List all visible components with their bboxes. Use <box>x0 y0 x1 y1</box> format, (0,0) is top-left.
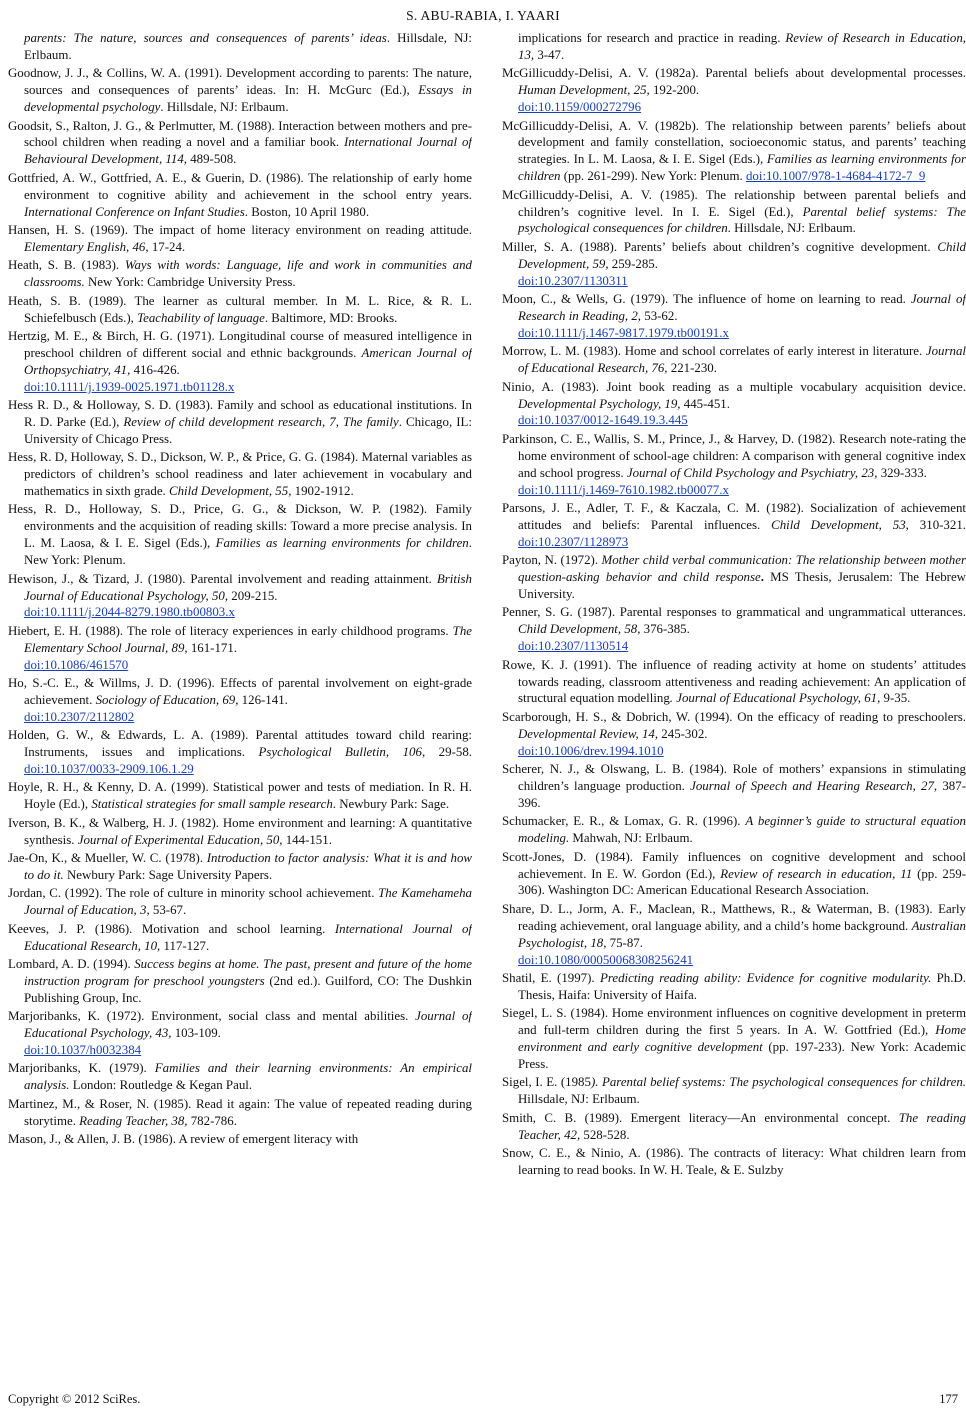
reference-entry <box>8 118 472 169</box>
doi-link[interactable]: doi:10.2307/1128973 <box>518 534 629 549</box>
reference-entry <box>502 709 966 760</box>
doi-link[interactable]: doi:10.1086/461570 <box>24 657 129 672</box>
running-head: S. ABU-RABIA, I. YAARI <box>406 8 560 23</box>
italic-text: International Journal of Educational Research, 10, <box>24 921 472 953</box>
reference-entry <box>502 379 966 430</box>
reference-text: 17-24. <box>148 239 186 254</box>
reference-entry <box>502 343 966 377</box>
reference-text: Hertzig, M. E., & Birch, H. G. (1971). Longitudinal course of measured intelligence in preschool children of different social and ethnic backgrounds. <box>8 328 472 360</box>
reference-text: Ph.D. Thesis, Haifa: University of Haifa. <box>518 970 966 1002</box>
reference-text: MS Thesis, Jerusalem: The Hebrew University. <box>518 570 966 601</box>
reference-entry <box>502 118 966 186</box>
reference-text: Jordan, C. (1992). The role of culture in minority school achievement. <box>8 886 379 901</box>
reference-text: 103-109. <box>171 1026 221 1041</box>
reference-entry <box>502 431 966 499</box>
reference-entry <box>502 291 966 342</box>
italic-text: The Elementary School Journal, 89, <box>24 623 472 655</box>
reference-entry <box>502 970 966 1004</box>
reference-text: McGillicuddy-Delisi, A. V. (1982a). Parental beliefs about developmental processes. <box>502 66 966 81</box>
reference-text: Smith, C. B. (1989). Emergent literacy—An environmental concept. <box>502 1110 899 1125</box>
doi-line <box>518 412 966 429</box>
reference-entry <box>502 30 966 64</box>
italic-text: Review of Research in Education, 13, <box>518 31 966 62</box>
reference-text: Scherer, N. J., & Olswang, L. B. (1984). Role of mothers’ expansions in stimulating children’s language production. <box>502 762 966 793</box>
italic-text: Journal of Speech and Hearing Research, 27, <box>690 778 938 793</box>
italic-text: Families as learning environments for children <box>518 152 966 184</box>
reference-text: Lombard, A. D. (1994). <box>8 957 135 972</box>
reference-text: 75-87. <box>606 935 643 950</box>
reference-text: 221-230. <box>667 361 717 376</box>
reference-entry <box>502 849 966 900</box>
reference-text: Moon, C., & Wells, G. (1979). The influence of home on learning to read. <box>502 292 911 307</box>
reference-text: 329-333. <box>877 465 927 480</box>
reference-text: Heath, S. B. (1983). <box>8 258 125 273</box>
italic-text: Statistical strategies for small sample research <box>91 797 333 812</box>
italic-text: A beginner’s guide to structural equation modeling. <box>518 814 966 846</box>
references-column-left <box>8 30 472 1374</box>
italic-text: Families and their learning environments: An empirical analysis. <box>24 1061 472 1093</box>
italic-text: Child Development, 53, <box>771 517 909 532</box>
reference-entry <box>8 449 472 500</box>
doi-link[interactable]: doi:10.1111/j.2044-8279.1980.tb00803.x <box>24 605 235 620</box>
reference-text: . Baltimore, MD: Brooks. <box>264 310 398 325</box>
reference-entry <box>8 1060 472 1094</box>
reference-text: Share, D. L., Jorm, A. F., Maclean, R., Matthews, R., & Waterman, B. (1983). Early reading achievement, oral language ability, and a child’s home background. <box>502 901 966 933</box>
reference-text: 3-47. <box>534 47 565 62</box>
reference-text: Goodsit, S., Ralton, J. G., & Perlmutter, M. (1988). Interaction between mothers and pre-school children when reading a novel and a familiar book. <box>8 118 472 150</box>
copyright-notice: Copyright © 2012 SciRes. <box>8 1392 141 1406</box>
reference-entry <box>8 397 472 448</box>
reference-text: Penner, S. G. (1987). Parental responses to grammatical and ungrammatical utterances. <box>502 605 966 620</box>
reference-text: 117-127. <box>160 938 210 953</box>
reference-entry <box>8 1131 472 1148</box>
reference-text: 192-200. <box>649 83 700 98</box>
italic-text: Success begins at home. The past, present and future of the home instruction program for preschool youngsters <box>24 957 472 988</box>
reference-text: 53-62. <box>641 309 678 323</box>
reference-text: Martinez, M., & Roser, N. (1985). Read it again: The value of repeated reading during storytime. <box>8 1096 472 1128</box>
reference-text: Keeves, J. P. (1986). Motivation and school learning. <box>8 921 335 936</box>
italic-text: Psychological Bulletin, 106, <box>258 745 426 760</box>
italic-text: Child Development, 55, <box>168 484 292 499</box>
doi-link[interactable]: doi:10.1037/0012-1649.19.3.445 <box>518 413 688 428</box>
reference-entry <box>502 187 966 238</box>
italic-text: parents: The nature, sources and consequences of parents’ ideas <box>24 31 387 45</box>
italic-text: The reading Teacher, 42, <box>518 1110 966 1142</box>
italic-text: Sociology of Education, 69, <box>95 692 239 707</box>
reference-entry <box>8 501 472 569</box>
reference-text: London: Routledge & Kegan Paul. <box>69 1078 253 1093</box>
italic-text: Ways with words: Language, life and work in communities and classrooms. <box>24 258 472 290</box>
italic-text: Review of child development research, 7, The family <box>123 414 399 429</box>
reference-text: Hess R. D., & Holloway, S. D. (1983). Family and school as educational institutions. In R. D. Parke (Ed.), <box>8 398 472 429</box>
reference-entry <box>502 1145 966 1179</box>
reference-text: Schumacker, E. R., & Lomax, G. R. (1996). <box>502 814 746 829</box>
reference-text: Hillsdale, NJ: Erlbaum. <box>518 1092 640 1107</box>
doi-line <box>24 657 472 674</box>
reference-text: 310-321. <box>908 517 966 532</box>
doi-link[interactable]: doi:10.1159/000272796 <box>518 100 642 115</box>
reference-entry <box>8 850 472 884</box>
reference-entry <box>8 571 472 622</box>
italic-text: Home environment and early cognitive development <box>518 1023 966 1055</box>
doi-link[interactable]: doi:10.2307/2112802 <box>24 709 135 724</box>
doi-line <box>24 1042 472 1059</box>
reference-text: 209-215. <box>228 588 278 603</box>
reference-text: . Chicago, IL: University of Chicago Press. <box>24 414 472 446</box>
italic-text: Journal of Research in Reading, 2, <box>518 292 966 323</box>
reference-text: (pp. 197-233). New York: Academic Press. <box>518 1040 966 1071</box>
reference-text: . Hillsdale, NJ: Erlbaum. <box>24 31 472 62</box>
doi-link[interactable]: doi:10.1037/h0032384 <box>24 1043 142 1058</box>
reference-text: Parsons, J. E., Adler, T. F., & Kaczala, C. M. (1982). Socialization of achievement attitudes and beliefs: Parental influences. <box>502 500 966 532</box>
reference-text: 259-285. <box>608 256 658 271</box>
page-footer <box>8 1392 958 1410</box>
reference-text: Mahwah, NJ: Erlbaum. <box>569 831 693 846</box>
doi-link[interactable]: doi:10.1111/j.1939-0025.1971.tb01128.x <box>24 379 235 394</box>
reference-text: Hansen, H. S. (1969). The impact of home literacy environment on reading attitude. <box>8 222 472 237</box>
reference-entry <box>8 222 472 256</box>
reference-entry <box>8 956 472 1007</box>
reference-entry <box>8 675 472 726</box>
reference-entry <box>502 1110 966 1144</box>
italic-text: Australian Psychologist, 18, <box>518 918 966 950</box>
doi-line <box>24 709 472 726</box>
reference-entry <box>8 328 472 396</box>
reference-text: Newbury Park: Sage University Papers. <box>63 868 273 882</box>
reference-text: (pp. 259-306). Washington DC: American Educational Research Association. <box>518 866 966 898</box>
reference-entry <box>8 921 472 955</box>
reference-entry <box>502 604 966 655</box>
doi-line <box>24 379 472 396</box>
reference-entry <box>8 170 472 221</box>
reference-text: Sigel, I. E. (1985 <box>502 1075 591 1090</box>
reference-text: Holden, G. W., & Edwards, L. A. (1989). Parental attitudes toward child rearing: Instruments, issues and implications. <box>8 728 472 760</box>
italic-text: Predicting reading ability: Evidence for cognitive modularity. <box>599 970 932 985</box>
reference-entry <box>502 1074 966 1108</box>
doi-line <box>518 99 966 116</box>
reference-text: 126-141. <box>238 692 288 707</box>
reference-text: Mason, J., & Allen, J. B. (1986). A review of emergent literacy with <box>8 1132 359 1147</box>
italic-text: Developmental Psychology, 19, <box>518 396 681 411</box>
italic-text: Journal of Child Psychology and Psychiatry, 23, <box>626 465 878 480</box>
reference-text: 1902-1912. <box>291 484 354 499</box>
italic-text: Essays in developmental psychology <box>24 83 472 115</box>
reference-entry <box>8 65 472 116</box>
reference-entry <box>8 293 472 327</box>
reference-entry <box>8 30 472 64</box>
doi-line <box>518 638 966 655</box>
italic-text: Parental belief systems: The psychological consequences for children <box>518 204 966 236</box>
italic-text: American Journal of Orthopsychiatry, 41, <box>24 345 472 377</box>
reference-entry <box>502 813 966 847</box>
doi-line <box>24 604 472 621</box>
doi-line <box>518 482 966 499</box>
doi-link[interactable]: doi:10.1111/j.1469-7610.1982.tb00077.x <box>518 482 729 497</box>
reference-text: 245-302. <box>658 726 708 741</box>
reference-text: McGillicuddy-Delisi, A. V. (1982b). The relationship between parents’ beliefs about development and family constellation, socioeconomic status, and parents’ teaching strategies. In L. M. Laosa, & I. E. Sigel (Eds.), <box>502 118 966 167</box>
reference-entry <box>8 885 472 919</box>
reference-entry <box>8 1008 472 1059</box>
reference-text: Hess, R. D., Holloway, S. D., Price, G. G., & Dickson, W. P. (1982). Family environments and the acquisition of reading skills: Toward a more precise analysis. In L. M. Laosa, & I. E. Sigel (Eds.), <box>8 502 472 551</box>
reference-entry <box>502 901 966 969</box>
reference-text: 528-528. <box>580 1127 630 1142</box>
reference-entry <box>502 500 966 551</box>
reference-text: 9-35. <box>880 691 911 706</box>
reference-text: Hiebert, E. H. (1988). The role of literacy experiences in early childhood programs. <box>8 623 453 638</box>
italic-text: Mother child verbal communication: The relationship between mother question-asking behavior and child response <box>518 553 966 585</box>
reference-text: Scott-Jones, D. (1984). Family influences on cognitive development and school achievement. In E. W. Gordon (Ed.), <box>502 849 966 881</box>
reference-entry <box>8 779 472 813</box>
italic-text: Teachability of language <box>137 310 265 325</box>
reference-text: 376-385. <box>640 622 690 637</box>
reference-text: 29-58. <box>425 745 472 760</box>
doi-line <box>518 743 966 760</box>
reference-text: . Boston, 10 April 1980. <box>244 204 370 219</box>
reference-entry <box>502 1005 966 1073</box>
reference-entry <box>8 623 472 674</box>
reference-text: Goodnow, J. J., & Collins, W. A. (1991). Development according to parents: The nature, sources and consequences of parents’ ideas. In: H. McGurc (Ed.), <box>8 66 472 98</box>
reference-text: . Hillsdale, NJ: Erlbaum. <box>727 221 856 236</box>
reference-entry <box>8 257 472 291</box>
doi-link[interactable]: doi:10.1111/j.1467-9817.1979.tb00191.x <box>518 325 729 340</box>
reference-text: (2nd ed.). Guilford, CO: The Dushkin Publishing Group, Inc. <box>24 973 472 1005</box>
italic-text: . Journal of Educational Psychology, 61, <box>669 691 881 706</box>
reference-text: Ninio, A. (1983). Joint book reading as a multiple vocabulary acquisition device. <box>502 379 966 394</box>
reference-text: 489-508. <box>187 152 237 167</box>
reference-text: 416-426. <box>130 362 180 377</box>
italic-text: ). Parental belief systems: The psychological consequences for children. <box>590 1075 966 1090</box>
reference-text: 161-171. <box>187 640 238 655</box>
italic-text: Elementary English, 46, <box>24 239 149 254</box>
reference-text: 144-151. <box>282 832 332 847</box>
reference-text: Heath, S. B. (1989). The learner as cultural member. In M. L. Rice, & R. L. Schiefelbusch (Eds.), <box>8 293 472 325</box>
page-number: 177 <box>939 1392 958 1406</box>
doi-link[interactable]: doi:10.2307/1130514 <box>518 639 629 654</box>
doi-line <box>518 952 966 969</box>
reference-text: Hewison, J., & Tizard, J. (1980). Parental involvement and reading attainment. <box>8 571 437 586</box>
reference-text: Marjoribanks, K. (1979). <box>8 1061 155 1076</box>
reference-text: Gottfried, A. W., Gottfried, A. E., & Guerin, D. (1986). The relationship of early home environment to cognitive ability and achievement in the school entry years. <box>8 170 472 202</box>
italic-text: Review of research in education, 11 <box>720 866 913 881</box>
reference-text: Payton, N. (1972). <box>502 553 602 568</box>
reference-entry <box>502 761 966 812</box>
doi-link[interactable]: doi:10.1080/00050068308256241 <box>518 952 694 967</box>
reference-entry <box>502 239 966 290</box>
doi-link[interactable]: doi:10.1037/0033-2909.106.1.29 <box>24 762 194 777</box>
reference-text: . Newbury Park: Sage. <box>332 797 450 812</box>
reference-text: 387-396. <box>518 778 966 810</box>
reference-text: Jae-On, K., & Mueller, W. C. (1978). <box>8 851 207 866</box>
reference-text: Hess, R. D, Holloway, S. D., Dickson, W. P., & Price, G. G. (1984). Maternal variables as predictors of children’s school readiness and later achievement in vocabulary and mathematics in sixth grade. <box>8 450 472 499</box>
italic-text: Journal of Educational Psychology, 43, <box>24 1009 472 1041</box>
italic-text: Journal of Educational Research, 76, <box>518 344 966 376</box>
reference-text: Hoyle, R. H., & Kenny, D. A. (1999). Statistical power and tests of mediation. In R. H. Hoyle (Ed.), <box>8 780 472 812</box>
doi-link[interactable]: doi:10.1007/978-1-4684-4172-7_9 <box>745 169 926 184</box>
italic-text: British Journal of Educational Psychology, 50, <box>24 571 472 603</box>
reference-text: . <box>760 570 764 585</box>
reference-text: Rowe, K. J. (1991). The influence of reading activity at home on students’ attitudes towards reading, classroom attentiveness and reading achievement: An application of structural equation modelling <box>502 657 966 706</box>
italic-text: International Journal of Behavioural Development, 114, <box>24 135 472 167</box>
references-column-right <box>502 30 966 1374</box>
doi-link[interactable]: doi:10.1006/drev.1994.1010 <box>518 743 664 758</box>
italic-text: Child Development, 59, <box>518 239 966 271</box>
reference-text: implications for research and practice in reading. <box>518 31 786 45</box>
reference-text: . New York: Plenum. <box>24 536 472 568</box>
italic-text: Families as learning environments for children <box>215 536 469 551</box>
reference-text: . Hillsdale, NJ: Erlbaum. <box>160 100 289 115</box>
italic-text: Introduction to factor analysis: What it is and how to do it. <box>24 851 472 882</box>
reference-entry <box>8 727 472 778</box>
reference-text: (pp. 261-299). New York: Plenum. <box>560 169 746 184</box>
reference-entry <box>8 815 472 849</box>
reference-text: Morrow, L. M. (1983). Home and school correlates of early interest in literature. <box>502 344 926 359</box>
reference-text: Miller, S. A. (1988). Parents’ beliefs about children’s cognitive development. <box>502 239 938 254</box>
reference-text: Shatil, E. (1997). <box>502 970 600 985</box>
reference-text: Iverson, B. K., & Walberg, H. J. (1982). Home environment and learning: A quantitative synthesis. <box>8 815 472 847</box>
reference-entry <box>8 1096 472 1130</box>
reference-entry <box>502 552 966 603</box>
reference-text: 53-67. <box>149 903 187 918</box>
reference-entry <box>502 657 966 708</box>
doi-line <box>518 273 966 290</box>
reference-text: Ho, S.-C. E., & Willms, J. D. (1996). Effects of parental involvement on eight-grade achievement. <box>8 676 472 707</box>
reference-text: Marjoribanks, K. (1972). Environment, social class and mental abilities. <box>8 1009 416 1024</box>
reference-text: 782-786. <box>187 1113 237 1128</box>
reference-text: Siegel, L. S. (1984). Home environment influences on cognitive development in preterm and full-term children during the first 5 years. In A. W. Gottfried (Ed.), <box>502 1006 966 1038</box>
reference-text: Snow, C. E., & Ninio, A. (1986). The contracts of literacy: What children learn from learning to read books. In W. H. Teale, & E. Sulzby <box>502 1146 966 1177</box>
italic-text: The Kamehameha Journal of Education, 3, <box>24 886 472 918</box>
italic-text: Human Development, 25, <box>518 83 650 98</box>
reference-text: McGillicuddy-Delisi, A. V. (1985). The relationship between parental beliefs and children’s cognitive level. In I. E. Sigel (Ed.), <box>502 187 966 219</box>
italic-text: Journal of Experimental Education, 50, <box>77 832 283 847</box>
doi-line <box>518 325 966 342</box>
italic-text: Developmental Review, 14, <box>518 726 659 741</box>
italic-text: Child Development, 58, <box>518 622 641 637</box>
italic-text: Reading Teacher, 38, <box>79 1113 188 1128</box>
reference-entry <box>502 65 966 116</box>
italic-text: International Conference on Infant Studies <box>24 204 245 219</box>
reference-text: Parkinson, C. E., Wallis, S. M., Prince, J., & Harvey, D. (1982). Research note-rating the home environment of school-age children: A comparison with general cognitive index and school progress. <box>502 431 966 480</box>
doi-link[interactable]: doi:10.2307/1130311 <box>518 273 628 288</box>
reference-text: 445-451. <box>680 396 730 411</box>
reference-text: New York: Cambridge University Press. <box>84 275 296 290</box>
reference-text: Scarborough, H. S., & Dobrich, W. (1994). On the efficacy of reading to preschoolers. <box>502 709 966 724</box>
